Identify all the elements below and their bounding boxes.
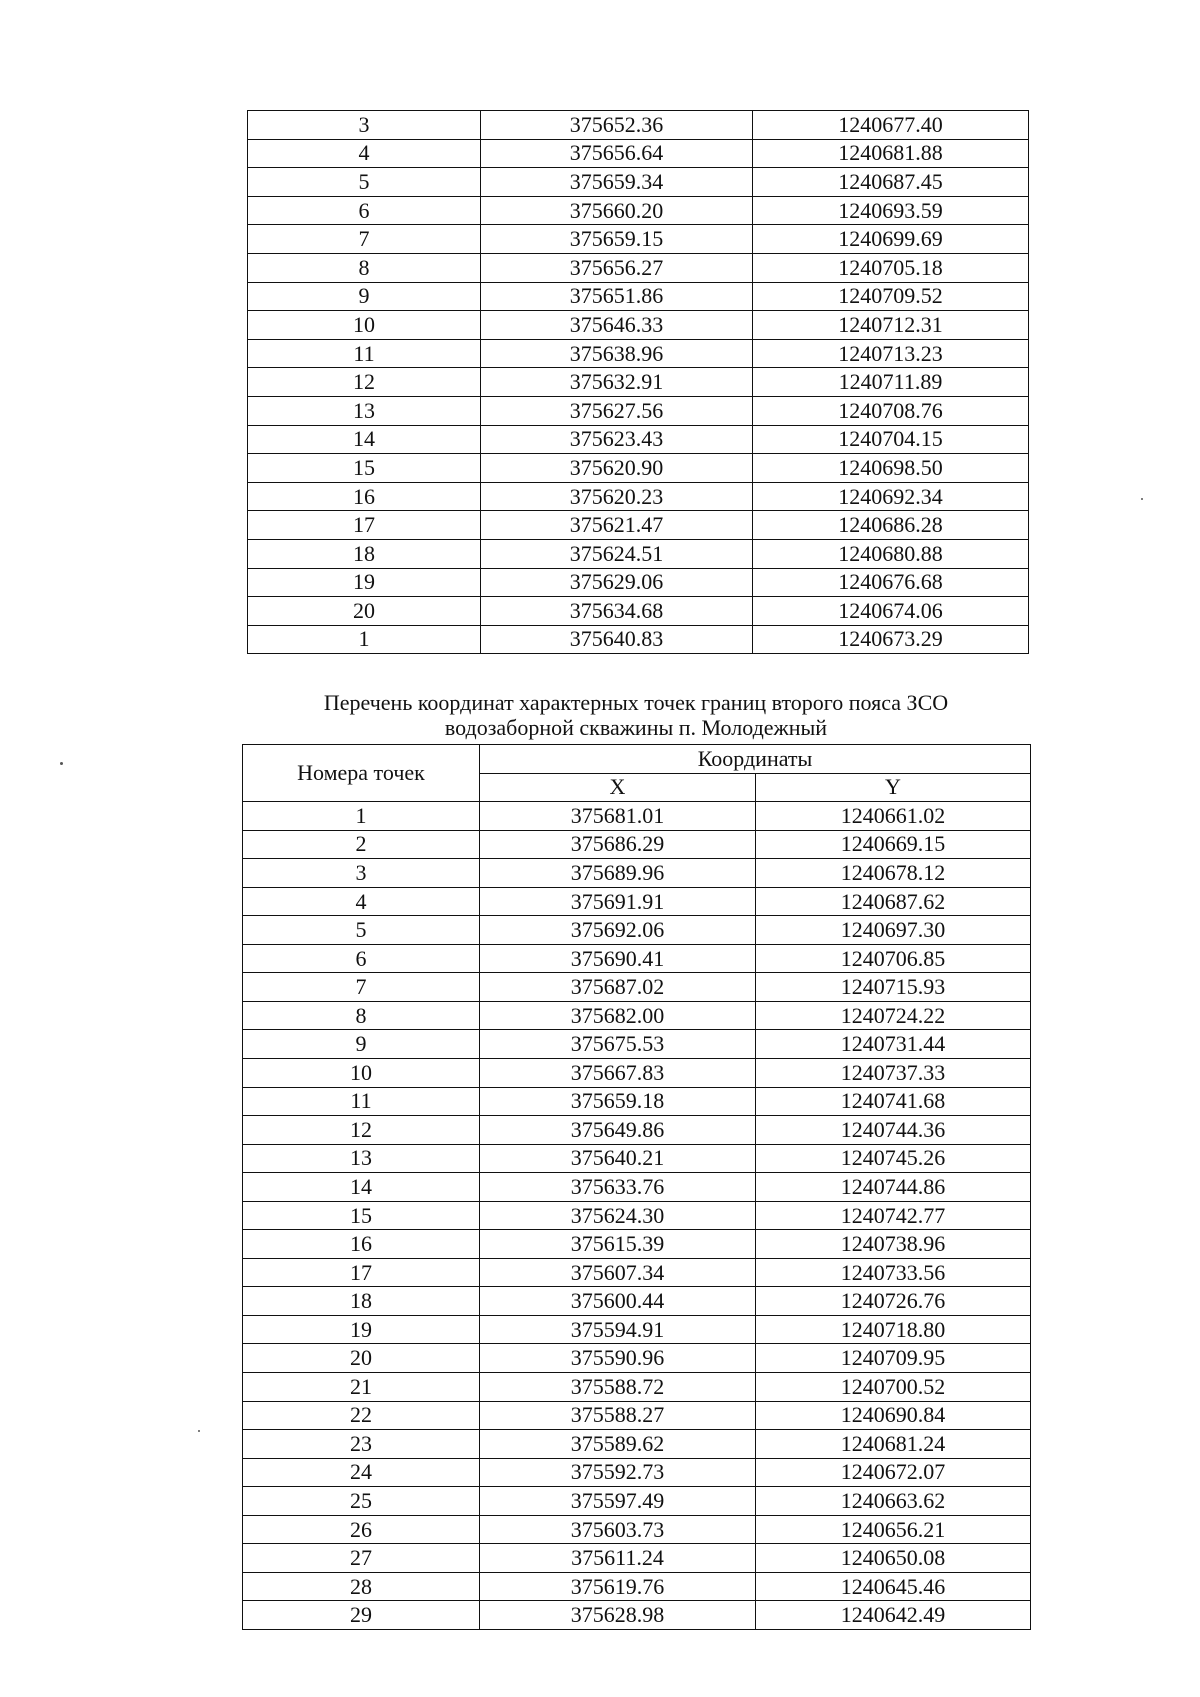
table-row bbox=[243, 1572, 1031, 1601]
x-coordinate-cell: 375656.27 bbox=[481, 253, 753, 282]
table-row bbox=[243, 1230, 1031, 1259]
x-coordinate-cell: 375597.49 bbox=[480, 1487, 756, 1516]
point-number-cell: 17 bbox=[243, 1258, 480, 1287]
table-row bbox=[248, 539, 1029, 568]
y-coordinate-cell: 1240690.84 bbox=[756, 1401, 1031, 1430]
table-row bbox=[243, 1059, 1031, 1088]
table-row bbox=[248, 568, 1029, 597]
table-row bbox=[248, 253, 1029, 282]
point-number-cell: 19 bbox=[248, 568, 481, 597]
y-coordinate-cell: 1240713.23 bbox=[753, 339, 1029, 368]
y-coordinate-cell: 1240669.15 bbox=[756, 830, 1031, 859]
x-coordinate-cell: 375640.83 bbox=[481, 625, 753, 654]
x-coordinate-cell: 375619.76 bbox=[480, 1572, 756, 1601]
table-row bbox=[248, 454, 1029, 483]
y-coordinate-cell: 1240681.24 bbox=[756, 1430, 1031, 1459]
y-coordinate-cell: 1240711.89 bbox=[753, 368, 1029, 397]
x-coordinate-cell: 375624.30 bbox=[480, 1201, 756, 1230]
y-coordinate-cell: 1240681.88 bbox=[753, 139, 1029, 168]
scan-speck bbox=[1141, 498, 1143, 500]
point-number-cell: 9 bbox=[248, 282, 481, 311]
y-coordinate-cell: 1240718.80 bbox=[756, 1315, 1031, 1344]
y-coordinate-cell: 1240733.56 bbox=[756, 1258, 1031, 1287]
x-coordinate-cell: 375628.98 bbox=[480, 1601, 756, 1630]
table2-body bbox=[243, 802, 1031, 1630]
point-number-cell: 29 bbox=[243, 1601, 480, 1630]
y-coordinate-cell: 1240693.59 bbox=[753, 196, 1029, 225]
y-coordinate-cell: 1240704.15 bbox=[753, 425, 1029, 454]
header-y: Y bbox=[756, 773, 1031, 802]
y-coordinate-cell: 1240744.86 bbox=[756, 1173, 1031, 1202]
x-coordinate-cell: 375588.27 bbox=[480, 1401, 756, 1430]
table-row bbox=[248, 225, 1029, 254]
x-coordinate-cell: 375629.06 bbox=[481, 568, 753, 597]
table-row bbox=[248, 168, 1029, 197]
point-number-cell: 24 bbox=[243, 1458, 480, 1487]
table-row bbox=[243, 1401, 1031, 1430]
point-number-cell: 22 bbox=[243, 1401, 480, 1430]
point-number-cell: 25 bbox=[243, 1487, 480, 1516]
coordinates-table-first-zone bbox=[247, 110, 1029, 654]
table-row bbox=[243, 1258, 1031, 1287]
header-points-number: Номера точек bbox=[243, 745, 480, 802]
x-coordinate-cell: 375589.62 bbox=[480, 1430, 756, 1459]
x-coordinate-cell: 375667.83 bbox=[480, 1059, 756, 1088]
y-coordinate-cell: 1240715.93 bbox=[756, 973, 1031, 1002]
point-number-cell: 5 bbox=[243, 916, 480, 945]
point-number-cell: 13 bbox=[248, 396, 481, 425]
table-row bbox=[243, 1001, 1031, 1030]
x-coordinate-cell: 375659.34 bbox=[481, 168, 753, 197]
point-number-cell: 4 bbox=[243, 887, 480, 916]
scan-speck bbox=[198, 1430, 200, 1432]
table-row bbox=[243, 1515, 1031, 1544]
x-coordinate-cell: 375600.44 bbox=[480, 1287, 756, 1316]
header-coordinates: Координаты bbox=[480, 745, 1031, 774]
x-coordinate-cell: 375627.56 bbox=[481, 396, 753, 425]
table1-body bbox=[248, 111, 1029, 654]
x-coordinate-cell: 375687.02 bbox=[480, 973, 756, 1002]
x-coordinate-cell: 375623.43 bbox=[481, 425, 753, 454]
x-coordinate-cell: 375603.73 bbox=[480, 1515, 756, 1544]
table-row bbox=[248, 597, 1029, 626]
x-coordinate-cell: 375633.76 bbox=[480, 1173, 756, 1202]
x-coordinate-cell: 375624.51 bbox=[481, 539, 753, 568]
y-coordinate-cell: 1240705.18 bbox=[753, 253, 1029, 282]
x-coordinate-cell: 375689.96 bbox=[480, 859, 756, 888]
y-coordinate-cell: 1240738.96 bbox=[756, 1230, 1031, 1259]
point-number-cell: 13 bbox=[243, 1144, 480, 1173]
x-coordinate-cell: 375651.86 bbox=[481, 282, 753, 311]
point-number-cell: 20 bbox=[248, 597, 481, 626]
table-row bbox=[248, 368, 1029, 397]
y-coordinate-cell: 1240742.77 bbox=[756, 1201, 1031, 1230]
x-coordinate-cell: 375640.21 bbox=[480, 1144, 756, 1173]
x-coordinate-cell: 375638.96 bbox=[481, 339, 753, 368]
point-number-cell: 15 bbox=[243, 1201, 480, 1230]
y-coordinate-cell: 1240699.69 bbox=[753, 225, 1029, 254]
x-coordinate-cell: 375632.91 bbox=[481, 368, 753, 397]
y-coordinate-cell: 1240687.62 bbox=[756, 887, 1031, 916]
table-row bbox=[248, 311, 1029, 340]
y-coordinate-cell: 1240687.45 bbox=[753, 168, 1029, 197]
caption-line-1: Перечень координат характерных точек границ второго пояса ЗСО bbox=[323, 690, 949, 715]
point-number-cell: 3 bbox=[248, 111, 481, 140]
y-coordinate-cell: 1240741.68 bbox=[756, 1087, 1031, 1116]
point-number-cell: 6 bbox=[248, 196, 481, 225]
x-coordinate-cell: 375659.18 bbox=[480, 1087, 756, 1116]
x-coordinate-cell: 375594.91 bbox=[480, 1315, 756, 1344]
x-coordinate-cell: 375590.96 bbox=[480, 1344, 756, 1373]
point-number-cell: 28 bbox=[243, 1572, 480, 1601]
table-row bbox=[243, 944, 1031, 973]
point-number-cell: 8 bbox=[248, 253, 481, 282]
x-coordinate-cell: 375681.01 bbox=[480, 802, 756, 831]
table-row bbox=[243, 1201, 1031, 1230]
y-coordinate-cell: 1240678.12 bbox=[756, 859, 1031, 888]
y-coordinate-cell: 1240697.30 bbox=[756, 916, 1031, 945]
table-row bbox=[243, 1315, 1031, 1344]
table-row bbox=[248, 625, 1029, 654]
y-coordinate-cell: 1240663.62 bbox=[756, 1487, 1031, 1516]
table-row bbox=[243, 1487, 1031, 1516]
x-coordinate-cell: 375615.39 bbox=[480, 1230, 756, 1259]
point-number-cell: 8 bbox=[243, 1001, 480, 1030]
table-row bbox=[243, 1601, 1031, 1630]
point-number-cell: 18 bbox=[248, 539, 481, 568]
table-row bbox=[248, 396, 1029, 425]
point-number-cell: 3 bbox=[243, 859, 480, 888]
point-number-cell: 15 bbox=[248, 454, 481, 483]
point-number-cell: 27 bbox=[243, 1544, 480, 1573]
table2-header bbox=[243, 745, 1031, 802]
table-row bbox=[243, 916, 1031, 945]
x-coordinate-cell: 375620.23 bbox=[481, 482, 753, 511]
point-number-cell: 12 bbox=[243, 1116, 480, 1145]
table-row bbox=[248, 511, 1029, 540]
x-coordinate-cell: 375652.36 bbox=[481, 111, 753, 140]
y-coordinate-cell: 1240650.08 bbox=[756, 1544, 1031, 1573]
table-row bbox=[243, 1030, 1031, 1059]
y-coordinate-cell: 1240709.52 bbox=[753, 282, 1029, 311]
x-coordinate-cell: 375611.24 bbox=[480, 1544, 756, 1573]
y-coordinate-cell: 1240677.40 bbox=[753, 111, 1029, 140]
point-number-cell: 4 bbox=[248, 139, 481, 168]
x-coordinate-cell: 375621.47 bbox=[481, 511, 753, 540]
y-coordinate-cell: 1240744.36 bbox=[756, 1116, 1031, 1145]
table-row bbox=[248, 425, 1029, 454]
table-row bbox=[248, 196, 1029, 225]
x-coordinate-cell: 375690.41 bbox=[480, 944, 756, 973]
y-coordinate-cell: 1240726.76 bbox=[756, 1287, 1031, 1316]
point-number-cell: 12 bbox=[248, 368, 481, 397]
y-coordinate-cell: 1240709.95 bbox=[756, 1344, 1031, 1373]
y-coordinate-cell: 1240700.52 bbox=[756, 1373, 1031, 1402]
x-coordinate-cell: 375588.72 bbox=[480, 1373, 756, 1402]
table-row bbox=[243, 830, 1031, 859]
y-coordinate-cell: 1240698.50 bbox=[753, 454, 1029, 483]
point-number-cell: 7 bbox=[243, 973, 480, 1002]
point-number-cell: 6 bbox=[243, 944, 480, 973]
table-row bbox=[243, 1116, 1031, 1145]
x-coordinate-cell: 375659.15 bbox=[481, 225, 753, 254]
point-number-cell: 9 bbox=[243, 1030, 480, 1059]
table2-caption bbox=[242, 690, 1030, 740]
point-number-cell: 10 bbox=[243, 1059, 480, 1088]
point-number-cell: 14 bbox=[243, 1173, 480, 1202]
table-row bbox=[243, 1544, 1031, 1573]
table-row bbox=[248, 282, 1029, 311]
table-row bbox=[243, 973, 1031, 1002]
x-coordinate-cell: 375607.34 bbox=[480, 1258, 756, 1287]
table-row bbox=[243, 859, 1031, 888]
point-number-cell: 18 bbox=[243, 1287, 480, 1316]
y-coordinate-cell: 1240737.33 bbox=[756, 1059, 1031, 1088]
y-coordinate-cell: 1240745.26 bbox=[756, 1144, 1031, 1173]
x-coordinate-cell: 375620.90 bbox=[481, 454, 753, 483]
header-x: X bbox=[480, 773, 756, 802]
point-number-cell: 14 bbox=[248, 425, 481, 454]
point-number-cell: 16 bbox=[248, 482, 481, 511]
y-coordinate-cell: 1240672.07 bbox=[756, 1458, 1031, 1487]
point-number-cell: 11 bbox=[248, 339, 481, 368]
x-coordinate-cell: 375682.00 bbox=[480, 1001, 756, 1030]
y-coordinate-cell: 1240692.34 bbox=[753, 482, 1029, 511]
x-coordinate-cell: 375592.73 bbox=[480, 1458, 756, 1487]
coordinates-table-second-zone bbox=[242, 744, 1031, 1630]
table-row bbox=[248, 139, 1029, 168]
table-row bbox=[243, 1458, 1031, 1487]
point-number-cell: 1 bbox=[248, 625, 481, 654]
table-row bbox=[243, 1344, 1031, 1373]
y-coordinate-cell: 1240676.68 bbox=[753, 568, 1029, 597]
table-row bbox=[243, 887, 1031, 916]
x-coordinate-cell: 375660.20 bbox=[481, 196, 753, 225]
y-coordinate-cell: 1240731.44 bbox=[756, 1030, 1031, 1059]
point-number-cell: 2 bbox=[243, 830, 480, 859]
y-coordinate-cell: 1240680.88 bbox=[753, 539, 1029, 568]
y-coordinate-cell: 1240642.49 bbox=[756, 1601, 1031, 1630]
point-number-cell: 19 bbox=[243, 1315, 480, 1344]
table-row bbox=[243, 1287, 1031, 1316]
point-number-cell: 5 bbox=[248, 168, 481, 197]
x-coordinate-cell: 375649.86 bbox=[480, 1116, 756, 1145]
table-row bbox=[243, 1430, 1031, 1459]
y-coordinate-cell: 1240661.02 bbox=[756, 802, 1031, 831]
y-coordinate-cell: 1240656.21 bbox=[756, 1515, 1031, 1544]
y-coordinate-cell: 1240712.31 bbox=[753, 311, 1029, 340]
y-coordinate-cell: 1240708.76 bbox=[753, 396, 1029, 425]
point-number-cell: 7 bbox=[248, 225, 481, 254]
y-coordinate-cell: 1240645.46 bbox=[756, 1572, 1031, 1601]
x-coordinate-cell: 375634.68 bbox=[481, 597, 753, 626]
x-coordinate-cell: 375692.06 bbox=[480, 916, 756, 945]
caption-line-2: водозаборной скважины п. Молодежный bbox=[444, 715, 828, 740]
table-row bbox=[248, 339, 1029, 368]
x-coordinate-cell: 375656.64 bbox=[481, 139, 753, 168]
y-coordinate-cell: 1240706.85 bbox=[756, 944, 1031, 973]
point-number-cell: 11 bbox=[243, 1087, 480, 1116]
table-row bbox=[243, 1087, 1031, 1116]
point-number-cell: 16 bbox=[243, 1230, 480, 1259]
x-coordinate-cell: 375691.91 bbox=[480, 887, 756, 916]
point-number-cell: 23 bbox=[243, 1430, 480, 1459]
y-coordinate-cell: 1240673.29 bbox=[753, 625, 1029, 654]
point-number-cell: 17 bbox=[248, 511, 481, 540]
table-row bbox=[243, 802, 1031, 831]
point-number-cell: 20 bbox=[243, 1344, 480, 1373]
table-row bbox=[243, 1173, 1031, 1202]
table-row bbox=[243, 1144, 1031, 1173]
point-number-cell: 10 bbox=[248, 311, 481, 340]
x-coordinate-cell: 375686.29 bbox=[480, 830, 756, 859]
y-coordinate-cell: 1240686.28 bbox=[753, 511, 1029, 540]
table-row bbox=[248, 111, 1029, 140]
x-coordinate-cell: 375646.33 bbox=[481, 311, 753, 340]
table-row bbox=[248, 482, 1029, 511]
y-coordinate-cell: 1240724.22 bbox=[756, 1001, 1031, 1030]
table-row bbox=[243, 1373, 1031, 1402]
point-number-cell: 1 bbox=[243, 802, 480, 831]
x-coordinate-cell: 375675.53 bbox=[480, 1030, 756, 1059]
point-number-cell: 21 bbox=[243, 1373, 480, 1402]
table2-header-row-1 bbox=[243, 745, 1031, 774]
point-number-cell: 26 bbox=[243, 1515, 480, 1544]
scan-speck bbox=[60, 762, 63, 765]
y-coordinate-cell: 1240674.06 bbox=[753, 597, 1029, 626]
